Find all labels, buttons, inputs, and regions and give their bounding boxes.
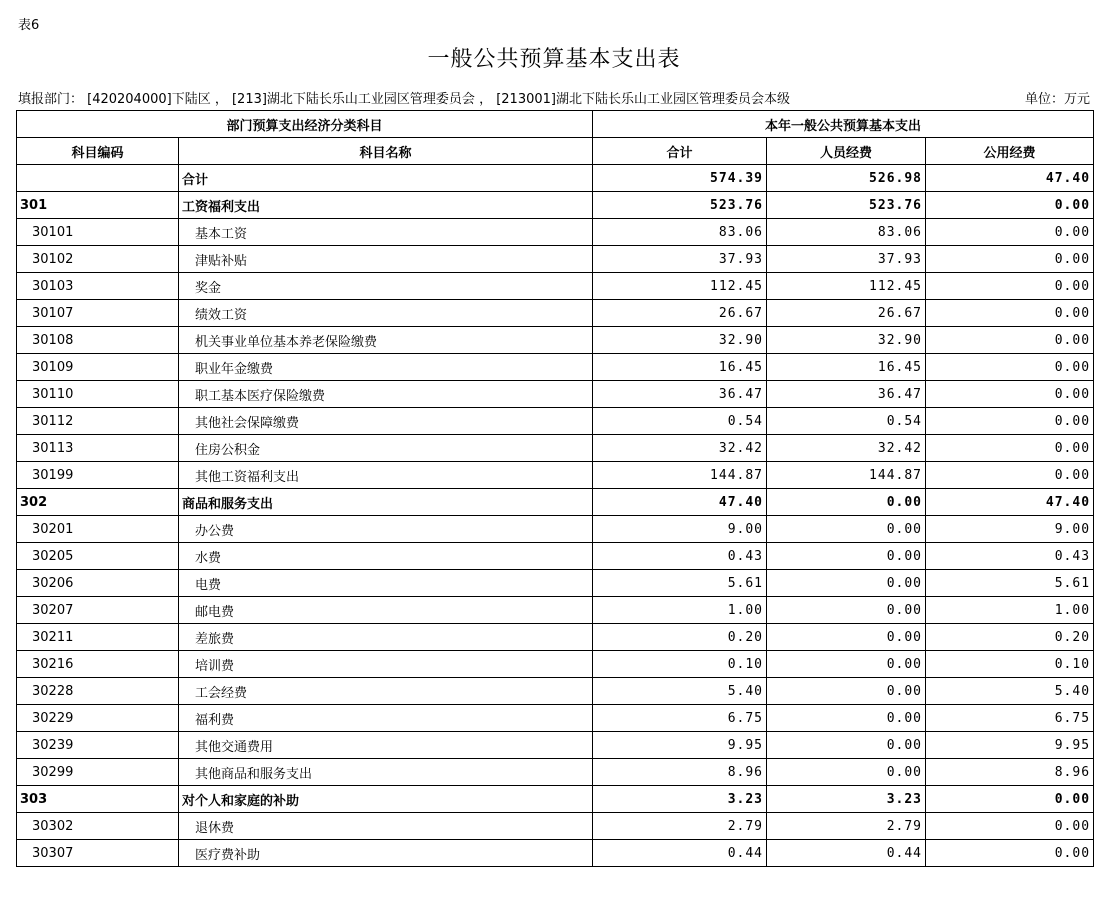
row-public: 0.00 xyxy=(926,462,1094,489)
table-row xyxy=(17,597,1094,624)
row-personnel: 32.42 xyxy=(767,435,926,462)
row-total: 5.40 xyxy=(593,678,767,705)
row-name: 津贴补贴 xyxy=(179,246,593,273)
row-public: 0.00 xyxy=(926,354,1094,381)
row-code: 30112 xyxy=(17,408,179,435)
row-public: 0.20 xyxy=(926,624,1094,651)
row-name: 其他商品和服务支出 xyxy=(179,759,593,786)
table-row xyxy=(17,651,1094,678)
row-name: 其他工资福利支出 xyxy=(179,462,593,489)
row-public: 0.00 xyxy=(926,327,1094,354)
row-name: 水费 xyxy=(179,543,593,570)
row-name: 住房公积金 xyxy=(179,435,593,462)
row-name: 邮电费 xyxy=(179,597,593,624)
row-code: 30216 xyxy=(17,651,179,678)
row-public: 0.43 xyxy=(926,543,1094,570)
row-personnel: 0.00 xyxy=(767,489,926,516)
row-personnel: 0.00 xyxy=(767,543,926,570)
table-row xyxy=(17,840,1094,867)
table-row xyxy=(17,624,1094,651)
header-group-row xyxy=(17,111,1094,138)
table-row xyxy=(17,759,1094,786)
row-personnel: 0.00 xyxy=(767,570,926,597)
row-public: 1.00 xyxy=(926,597,1094,624)
row-name: 职业年金缴费 xyxy=(179,354,593,381)
row-code: 30229 xyxy=(17,705,179,732)
row-code: 30113 xyxy=(17,435,179,462)
table-row xyxy=(17,732,1094,759)
row-total: 5.61 xyxy=(593,570,767,597)
table-row xyxy=(17,273,1094,300)
row-public: 0.00 xyxy=(926,813,1094,840)
table-row xyxy=(17,219,1094,246)
row-code: 30102 xyxy=(17,246,179,273)
header-public: 公用经费 xyxy=(926,138,1094,165)
row-code: 30299 xyxy=(17,759,179,786)
row-total: 0.10 xyxy=(593,651,767,678)
row-name: 差旅费 xyxy=(179,624,593,651)
budget-table xyxy=(16,110,1094,867)
row-public: 0.10 xyxy=(926,651,1094,678)
row-code: 30207 xyxy=(17,597,179,624)
row-total: 32.90 xyxy=(593,327,767,354)
row-personnel: 0.00 xyxy=(767,705,926,732)
table-row xyxy=(17,300,1094,327)
header-column-row xyxy=(17,138,1094,165)
row-personnel: 0.00 xyxy=(767,732,926,759)
unit-label: 单位：万元 xyxy=(1024,92,1090,107)
table-row xyxy=(17,543,1094,570)
row-total: 523.76 xyxy=(593,192,767,219)
row-personnel: 26.67 xyxy=(767,300,926,327)
table-row xyxy=(17,813,1094,840)
row-public: 9.00 xyxy=(926,516,1094,543)
row-total: 9.00 xyxy=(593,516,767,543)
row-total: 144.87 xyxy=(593,462,767,489)
row-public: 5.61 xyxy=(926,570,1094,597)
row-total: 112.45 xyxy=(593,273,767,300)
row-personnel: 83.06 xyxy=(767,219,926,246)
row-name: 工会经费 xyxy=(179,678,593,705)
row-public: 47.40 xyxy=(926,489,1094,516)
table-row xyxy=(17,786,1094,813)
row-total: 574.39 xyxy=(593,165,767,192)
row-public: 0.00 xyxy=(926,273,1094,300)
table-row xyxy=(17,489,1094,516)
row-personnel: 0.00 xyxy=(767,678,926,705)
info-row xyxy=(18,88,1090,106)
row-name: 其他社会保障缴费 xyxy=(179,408,593,435)
row-public: 8.96 xyxy=(926,759,1094,786)
row-personnel: 32.90 xyxy=(767,327,926,354)
row-name: 合计 xyxy=(179,165,593,192)
row-public: 5.40 xyxy=(926,678,1094,705)
table-row xyxy=(17,462,1094,489)
row-total: 32.42 xyxy=(593,435,767,462)
row-public: 0.00 xyxy=(926,786,1094,813)
row-code: 30239 xyxy=(17,732,179,759)
row-code: 30205 xyxy=(17,543,179,570)
row-personnel: 0.00 xyxy=(767,516,926,543)
row-public: 0.00 xyxy=(926,408,1094,435)
row-personnel: 144.87 xyxy=(767,462,926,489)
row-total: 37.93 xyxy=(593,246,767,273)
row-code: 30108 xyxy=(17,327,179,354)
row-personnel: 0.00 xyxy=(767,597,926,624)
row-total: 36.47 xyxy=(593,381,767,408)
row-personnel: 3.23 xyxy=(767,786,926,813)
row-name: 办公费 xyxy=(179,516,593,543)
table-row xyxy=(17,570,1094,597)
department-info: 填报部门： [420204000]下陆区 ， [213]湖北下陆长乐山工业园区管理委员会 ， [213001]湖北下陆长乐山工业园区管理委员会本级 xyxy=(18,92,790,107)
row-total: 26.67 xyxy=(593,300,767,327)
table-row xyxy=(17,192,1094,219)
row-public: 0.00 xyxy=(926,300,1094,327)
row-total: 0.54 xyxy=(593,408,767,435)
row-public: 6.75 xyxy=(926,705,1094,732)
row-code: 30199 xyxy=(17,462,179,489)
row-code: 30302 xyxy=(17,813,179,840)
row-name: 其他交通费用 xyxy=(179,732,593,759)
row-total: 83.06 xyxy=(593,219,767,246)
row-personnel: 2.79 xyxy=(767,813,926,840)
row-public: 0.00 xyxy=(926,219,1094,246)
row-total: 0.44 xyxy=(593,840,767,867)
row-code xyxy=(17,165,179,192)
row-public: 0.00 xyxy=(926,381,1094,408)
row-name: 绩效工资 xyxy=(179,300,593,327)
row-personnel: 36.47 xyxy=(767,381,926,408)
row-code: 30228 xyxy=(17,678,179,705)
page-title: 一般公共预算基本支出表 xyxy=(427,47,681,72)
row-name: 职工基本医疗保险缴费 xyxy=(179,381,593,408)
row-personnel: 37.93 xyxy=(767,246,926,273)
row-public: 0.00 xyxy=(926,192,1094,219)
table-row xyxy=(17,516,1094,543)
row-personnel: 0.00 xyxy=(767,759,926,786)
row-name: 退休费 xyxy=(179,813,593,840)
table-row xyxy=(17,381,1094,408)
row-total: 47.40 xyxy=(593,489,767,516)
table-row xyxy=(17,327,1094,354)
row-code: 30201 xyxy=(17,516,179,543)
row-public: 9.95 xyxy=(926,732,1094,759)
row-name: 福利费 xyxy=(179,705,593,732)
row-total: 2.79 xyxy=(593,813,767,840)
header-name: 科目名称 xyxy=(179,138,593,165)
row-personnel: 0.54 xyxy=(767,408,926,435)
row-personnel: 523.76 xyxy=(767,192,926,219)
table-row xyxy=(17,354,1094,381)
row-total: 1.00 xyxy=(593,597,767,624)
row-personnel: 0.00 xyxy=(767,624,926,651)
row-code: 30103 xyxy=(17,273,179,300)
header-group-right: 本年一般公共预算基本支出 xyxy=(593,111,1094,138)
table-row xyxy=(17,165,1094,192)
row-total: 3.23 xyxy=(593,786,767,813)
row-name: 医疗费补助 xyxy=(179,840,593,867)
row-total: 6.75 xyxy=(593,705,767,732)
row-personnel: 112.45 xyxy=(767,273,926,300)
header-total: 合计 xyxy=(593,138,767,165)
row-public: 0.00 xyxy=(926,840,1094,867)
row-public: 0.00 xyxy=(926,435,1094,462)
row-personnel: 526.98 xyxy=(767,165,926,192)
table-row xyxy=(17,435,1094,462)
row-total: 0.20 xyxy=(593,624,767,651)
table-row xyxy=(17,408,1094,435)
row-name: 基本工资 xyxy=(179,219,593,246)
row-total: 8.96 xyxy=(593,759,767,786)
row-code: 30109 xyxy=(17,354,179,381)
row-name: 机关事业单位基本养老保险缴费 xyxy=(179,327,593,354)
row-total: 16.45 xyxy=(593,354,767,381)
row-name: 培训费 xyxy=(179,651,593,678)
row-code: 30101 xyxy=(17,219,179,246)
row-code: 30206 xyxy=(17,570,179,597)
row-code: 30107 xyxy=(17,300,179,327)
row-code: 30307 xyxy=(17,840,179,867)
header-personnel: 人员经费 xyxy=(767,138,926,165)
row-name: 工资福利支出 xyxy=(179,192,593,219)
row-name: 奖金 xyxy=(179,273,593,300)
row-name: 对个人和家庭的补助 xyxy=(179,786,593,813)
row-code: 30110 xyxy=(17,381,179,408)
row-code: 301 xyxy=(17,192,179,219)
row-public: 47.40 xyxy=(926,165,1094,192)
row-code: 302 xyxy=(17,489,179,516)
row-personnel: 0.00 xyxy=(767,651,926,678)
table-row xyxy=(17,246,1094,273)
table-row xyxy=(17,678,1094,705)
row-name: 电费 xyxy=(179,570,593,597)
row-code: 30211 xyxy=(17,624,179,651)
row-personnel: 16.45 xyxy=(767,354,926,381)
table-row xyxy=(17,705,1094,732)
row-total: 9.95 xyxy=(593,732,767,759)
header-code: 科目编码 xyxy=(17,138,179,165)
row-total: 0.43 xyxy=(593,543,767,570)
table-label: 表6 xyxy=(18,18,40,33)
row-personnel: 0.44 xyxy=(767,840,926,867)
row-code: 303 xyxy=(17,786,179,813)
row-public: 0.00 xyxy=(926,246,1094,273)
header-group-left: 部门预算支出经济分类科目 xyxy=(17,111,593,138)
row-name: 商品和服务支出 xyxy=(179,489,593,516)
table-body xyxy=(17,165,1094,867)
